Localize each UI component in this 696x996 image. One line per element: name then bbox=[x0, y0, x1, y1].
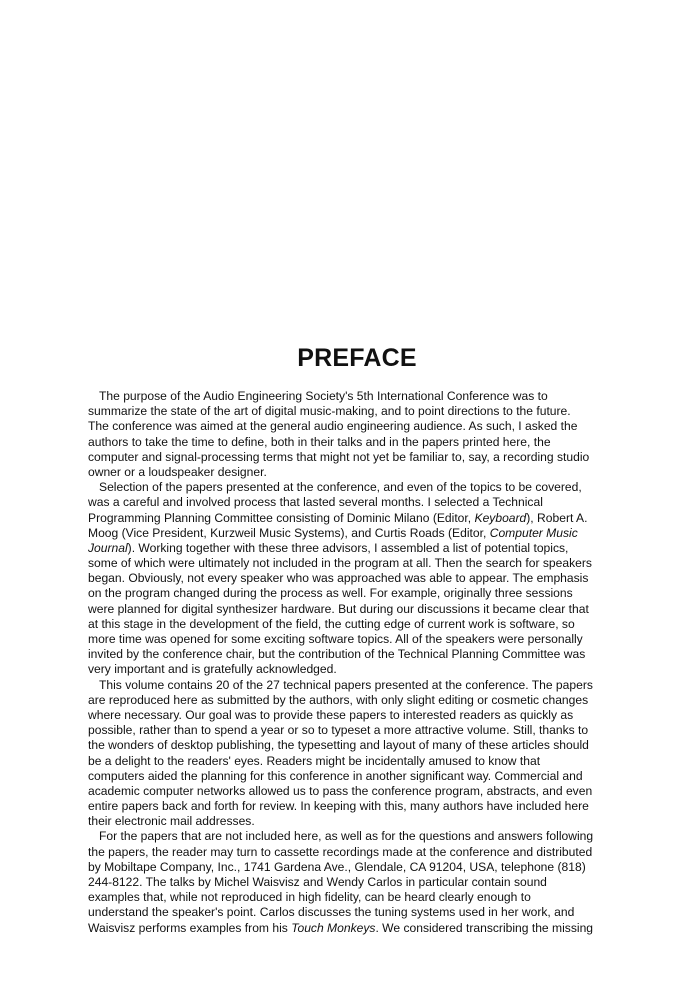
text-segment: This volume contains 20 of the 27 technical papers presented at the conference. The papers bbox=[99, 677, 593, 692]
text-segment: entire papers back and forth for review. In keeping with this, many authors have included here bbox=[88, 799, 589, 814]
text-segment: their electronic mail addresses. bbox=[88, 814, 255, 829]
text-line bbox=[88, 723, 628, 738]
text-line bbox=[88, 389, 628, 404]
text-line bbox=[88, 450, 628, 465]
text-line bbox=[88, 693, 628, 708]
text-line bbox=[88, 845, 628, 860]
text-line bbox=[88, 890, 628, 905]
text-segment: examples that, while not reproduced in high fidelity, can be heard clearly enough to bbox=[88, 890, 531, 905]
text-line bbox=[88, 754, 628, 769]
text-line bbox=[88, 404, 628, 419]
text-line bbox=[88, 784, 628, 799]
text-line bbox=[88, 799, 628, 814]
text-line bbox=[88, 921, 628, 936]
text-segment: authors to take the time to define, both in their talks and in the papers printed here, the bbox=[88, 434, 551, 449]
text-segment: For the papers that are not included here, as well as for the questions and answers following bbox=[99, 829, 594, 844]
italic-text-segment: Keyboard bbox=[474, 510, 527, 525]
text-segment: are reproduced here as submitted by the authors, with only slight editing or cosmetic changes bbox=[88, 692, 589, 707]
text-segment: computers aided the planning for this conference in another significant way. Commercial and bbox=[88, 768, 583, 783]
text-segment: Programming Planning Committee consisting of Dominic Milano (Editor, bbox=[88, 510, 475, 525]
text-line bbox=[88, 602, 628, 617]
text-line bbox=[88, 617, 628, 632]
text-line bbox=[88, 435, 628, 450]
text-segment: possible, rather than to spend a year or so to typeset a more attractive volume. Still, thanks to bbox=[88, 723, 589, 738]
text-segment: some of which were ultimately not included in the program at all. Then the search for speakers bbox=[88, 556, 592, 571]
text-segment: were planned for digital synthesizer hardware. But during our discussions it became clear that bbox=[88, 601, 589, 616]
text-line bbox=[88, 860, 628, 875]
text-line bbox=[88, 829, 628, 844]
text-line bbox=[88, 905, 628, 920]
italic-text-segment: Journal bbox=[88, 540, 128, 555]
text-line bbox=[88, 526, 628, 541]
text-segment: Waisvisz performs examples from his bbox=[88, 920, 292, 935]
text-line bbox=[88, 556, 628, 571]
text-line bbox=[88, 586, 628, 601]
text-segment: . We considered transcribing the missing bbox=[375, 920, 594, 935]
text-line bbox=[88, 480, 628, 495]
text-segment: at this stage in the development of the field, the cutting edge of current work is software, so bbox=[88, 616, 575, 631]
text-segment: by Mobiltape Company, Inc., 1741 Gardena Ave., Glendale, CA 91204, USA, telephone (818) bbox=[88, 859, 586, 874]
text-line bbox=[88, 419, 628, 434]
italic-text-segment: Touch Monkeys bbox=[291, 920, 376, 935]
page-title: PREFACE bbox=[297, 344, 417, 372]
text-segment: The purpose of the Audio Engineering Society's 5th International Conference was to bbox=[99, 389, 548, 403]
text-segment: 244-8122. The talks by Michel Waisvisz and Wendy Carlos in particular contain sound bbox=[88, 875, 547, 889]
text-line bbox=[88, 541, 628, 556]
text-segment: ), Robert A. bbox=[526, 510, 588, 525]
text-segment: be a delight to the readers' eyes. Readers might be incidentally amused to know that bbox=[88, 753, 541, 768]
text-segment: Selection of the papers presented at the conference, and even of the topics to be covered, bbox=[99, 480, 582, 495]
text-line bbox=[88, 814, 628, 829]
text-segment: Moog (Vice President, Kurzweil Music Systems), and Curtis Roads (Editor, bbox=[88, 525, 490, 540]
text-segment: on the program changed during the process as well. For example, originally three sessions bbox=[88, 586, 573, 601]
text-segment: ). Working together with these three advisors, I assembled a list of potential topics, bbox=[127, 540, 569, 555]
text-segment: the papers, the reader may turn to cassette recordings made at the conference and distributed bbox=[88, 844, 593, 859]
text-line bbox=[88, 708, 628, 723]
text-line bbox=[88, 647, 628, 662]
text-segment: computer and signal-processing terms that might not yet be familiar to, say, a recording studio bbox=[88, 449, 590, 464]
text-line bbox=[88, 769, 628, 784]
text-segment: summarize the state of the art of digital music-making, and to point directions to the future. bbox=[88, 404, 571, 419]
text-line bbox=[88, 875, 628, 890]
text-line bbox=[88, 571, 628, 586]
text-segment: very important and is gratefully acknowledged. bbox=[88, 662, 337, 677]
text-segment: was a careful and involved process that lasted several months. I selected a Technical bbox=[88, 495, 543, 510]
text-segment: more time was opened for some exciting software topics. All of the speakers were personally bbox=[88, 632, 583, 646]
text-segment: owner or a loudspeaker designer. bbox=[88, 464, 267, 479]
text-segment: invited by the conference chair, but the contribution of the Technical Planning Committee was bbox=[88, 647, 586, 662]
text-line bbox=[88, 662, 628, 677]
text-segment: the wonders of desktop publishing, the typesetting and layout of many of these articles should bbox=[88, 738, 589, 753]
text-segment: understand the speaker's point. Carlos discusses the tuning systems used in her work, and bbox=[88, 905, 575, 920]
text-line bbox=[88, 632, 628, 647]
italic-text-segment: Computer Music bbox=[489, 525, 578, 540]
text-line bbox=[88, 738, 628, 753]
text-line bbox=[88, 678, 628, 693]
text-segment: began. Obviously, not every speaker who was approached was able to appear. The emphasis bbox=[88, 571, 589, 586]
text-line bbox=[88, 465, 628, 480]
text-segment: The conference was aimed at the general audio engineering audience. As such, I asked the bbox=[88, 419, 578, 434]
text-line bbox=[88, 511, 628, 526]
text-line bbox=[88, 495, 628, 510]
preface-body bbox=[88, 389, 628, 936]
text-segment: where necessary. Our goal was to provide these papers to interested readers as quickly as bbox=[88, 707, 574, 722]
text-segment: academic computer networks allowed us to pass the conference program, abstracts, and even bbox=[88, 783, 593, 798]
